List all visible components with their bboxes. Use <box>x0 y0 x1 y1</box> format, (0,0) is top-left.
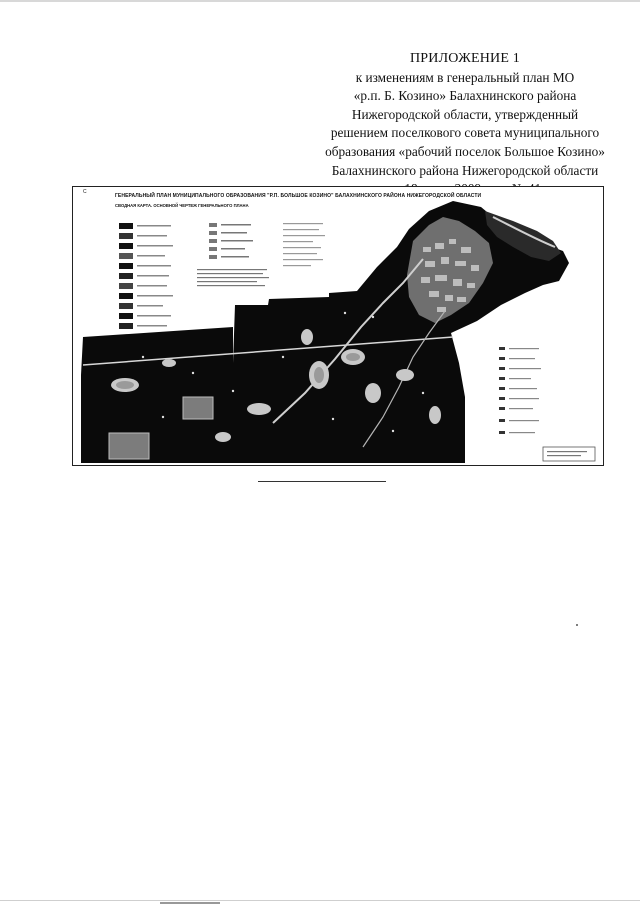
appendix-line-4: решением поселкового совета муниципального <box>330 125 600 141</box>
separator-line <box>258 481 386 482</box>
map-legend-right <box>499 347 595 461</box>
appendix-line-3: Нижегородской области, утвержденный <box>351 106 579 122</box>
scan-edge-bottom <box>0 900 640 901</box>
general-plan-map <box>72 186 604 466</box>
map-subtitle: СВОДНАЯ КАРТА. ОСНОВНОЙ ЧЕРТЕЖ ГЕНЕРАЛЬНОГО ПЛАНА <box>115 203 249 208</box>
map-title: ГЕНЕРАЛЬНЫЙ ПЛАН МУНИЦИПАЛЬНОГО ОБРАЗОВАНИЯ "Р.П. БОЛЬШОЕ КОЗИНО" БАЛАХНИНСКОГО РАЙОНА НИЖЕГОРОДСКОЙ ОБЛАСТИ <box>115 193 482 199</box>
map-corner-mark: С <box>83 189 87 195</box>
appendix-line-5: образования «рабочий поселок Большое Козино» <box>325 143 605 159</box>
scan-edge-top <box>0 0 640 2</box>
appendix-line-6: Балахнинского района Нижегородской области <box>331 162 599 178</box>
map-drawing <box>73 187 603 465</box>
scan-mark-bottom <box>160 902 220 904</box>
appendix-header <box>300 50 630 199</box>
territory-shape <box>81 201 569 463</box>
appendix-title: ПРИЛОЖЕНИЕ 1 <box>409 51 521 66</box>
appendix-line-1: к изменениям в генеральный план МО <box>355 69 575 85</box>
appendix-line-2: «р.п. Б. Козино» Балахнинского района <box>353 88 577 104</box>
scan-speck <box>576 624 578 626</box>
